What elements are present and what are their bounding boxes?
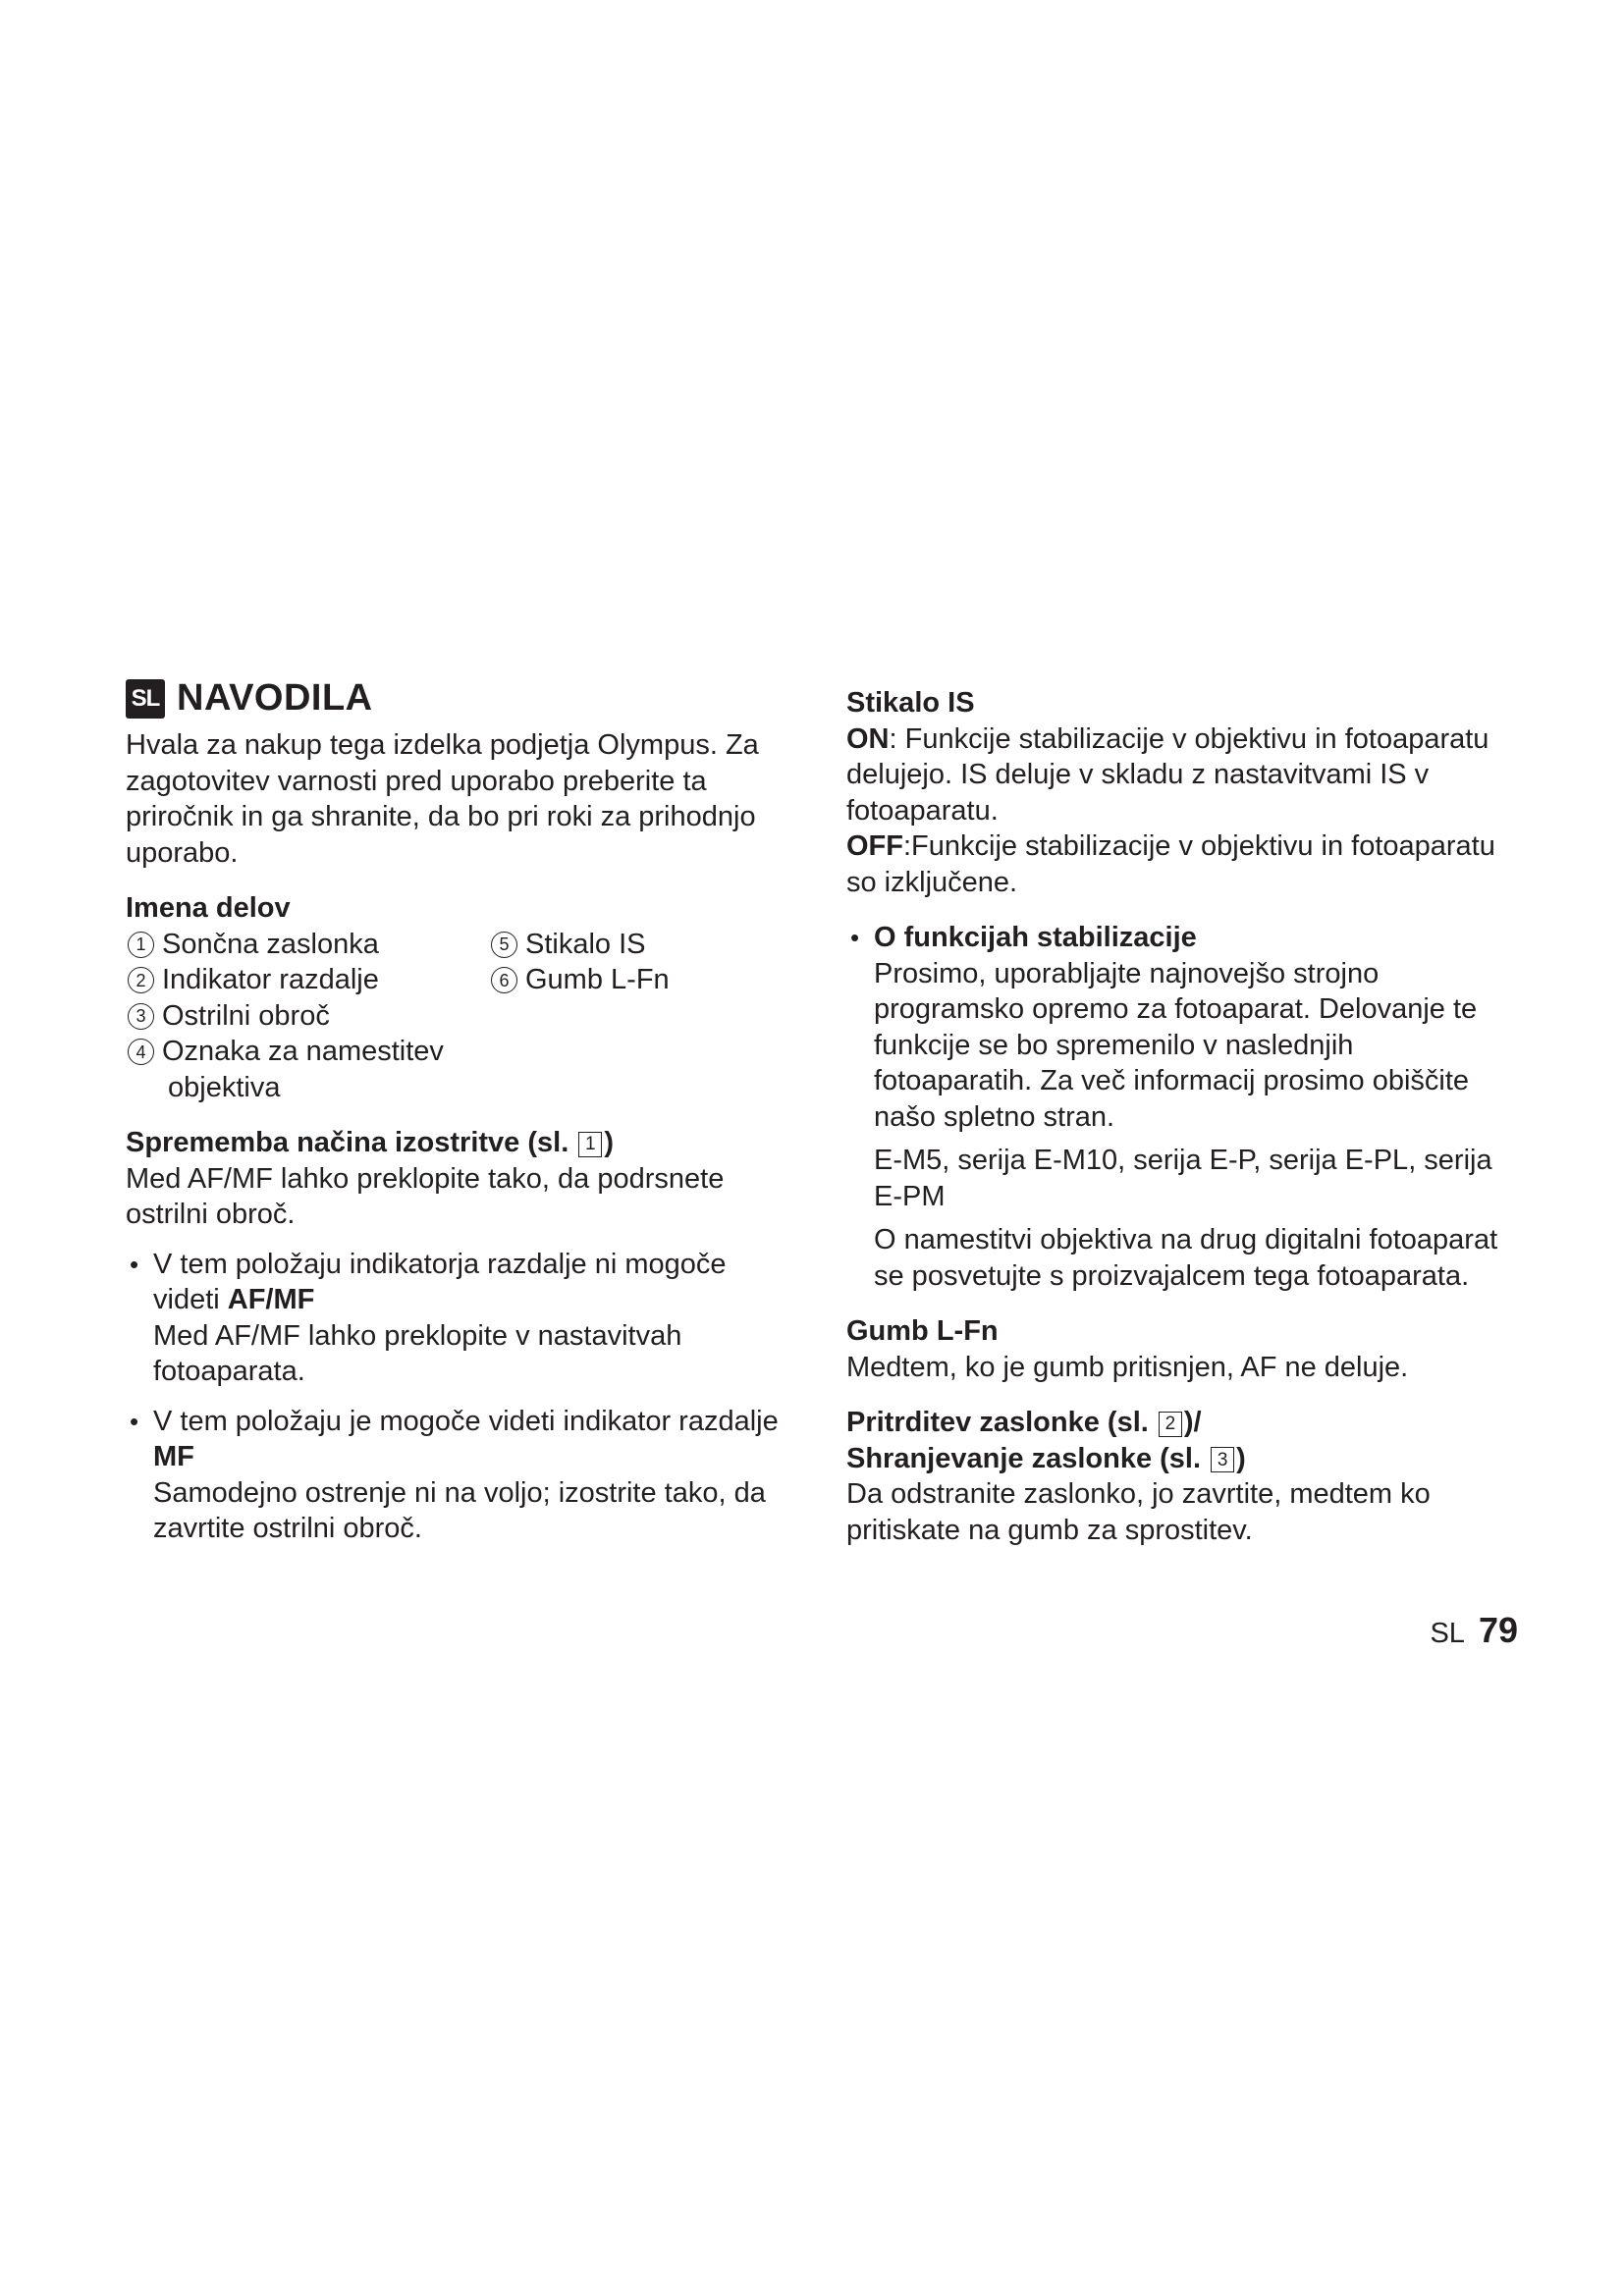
camera-models: E-M5, serija E-M10, serija E-P, serija E-PL, serija E-PM [874, 1145, 1492, 1212]
part-item [126, 927, 489, 963]
focus-bullet [126, 1404, 782, 1547]
is-off-row [846, 828, 1514, 900]
part-number: 5 [491, 932, 517, 958]
part-label: Ostrilni obroč [162, 999, 330, 1032]
language-badge: SL [126, 679, 165, 719]
figure-ref: 3 [1211, 1447, 1234, 1472]
hood-text: Da odstranite zaslonko, jo zavrtite, medtem ko pritiskate na gumb za sprostitev. [846, 1478, 1431, 1546]
is-off-text: :Funkcije stabilizacije v objektivu in fotoaparatu so izključene. [846, 830, 1495, 898]
is-switch-section [846, 685, 1514, 900]
lfn-heading: Gumb L-Fn [846, 1315, 999, 1347]
part-label: Indikator razdalje [162, 964, 379, 995]
part-number: 1 [128, 932, 154, 958]
focus-bullet-desc: Med AF/MF lahko preklopite v nastavitvah fotoaparata. [153, 1319, 682, 1387]
part-label: Stikalo IS [525, 928, 646, 960]
focus-bullet [126, 1247, 782, 1390]
stabilization-note: O namestitvi objektiva na drug digitalni fotoaparat se posvetujte s proizvajalcem tega fotoaparata. [874, 1224, 1498, 1292]
figure-ref: 1 [578, 1132, 602, 1157]
focus-bullet-desc: Samodejno ostrenje ni na voljo; izostrite tako, da zavrtite ostrilni obroč. [153, 1476, 766, 1544]
bullet-lead-text: V tem položaju je mogoče videti indikator razdalje [153, 1405, 779, 1437]
part-label-continuation: objektiva [168, 1071, 281, 1103]
page-number: 79 [1478, 1610, 1518, 1650]
footer-lang: SL [1430, 1618, 1465, 1649]
page-title: NAVODILA [177, 677, 373, 719]
hood-section [846, 1405, 1514, 1548]
right-column [846, 685, 1514, 1568]
part-item [126, 962, 489, 998]
hood-heading-text: Pritrditev zaslonke (sl. [846, 1407, 1149, 1438]
part-number: 2 [128, 967, 154, 993]
hood-heading-close: ) [1236, 1442, 1246, 1474]
page-footer [1430, 1610, 1518, 1651]
title-row [126, 677, 782, 720]
stabilization-text: Prosimo, uporabljajte najnovejšo strojno programsko opremo za fotoaparat. Delovanje te funkcije se bo spremenilo v naslednjih fotoaparatih. Za več informacij prosimo obiščite našo spletno stran. [874, 957, 1478, 1133]
bullet-mode: AF/MF [227, 1284, 315, 1315]
part-label: Oznaka za namestitev [162, 1036, 444, 1067]
part-item [126, 998, 784, 1035]
focus-heading-close: ) [604, 1127, 615, 1158]
part-number: 3 [128, 1003, 154, 1030]
focus-heading-text: Sprememba načina izostritve (sl. [126, 1127, 569, 1158]
part-item [489, 927, 784, 963]
is-off-term: OFF [846, 830, 903, 862]
part-number: 6 [491, 967, 517, 993]
figure-ref: 2 [1159, 1412, 1182, 1437]
part-label: Sončna zaslonka [162, 928, 379, 960]
stabilization-section [846, 920, 1514, 1294]
bullet-mode: MF [153, 1441, 194, 1472]
focus-section [126, 1125, 782, 1547]
left-column [126, 677, 782, 1567]
part-item [489, 962, 784, 998]
hood-heading-close: )/ [1183, 1407, 1202, 1438]
is-on-row [846, 721, 1514, 829]
hood-heading-attach [846, 1405, 1514, 1441]
intro-text: Hvala za nakup tega izdelka podjetja Olympus. Za zagotovitev varnosti pred uporabo preberite ta priročnik in ga shranite, da bo pri roki za prihodnjo uporabo. [126, 729, 759, 869]
is-on-term: ON [846, 722, 890, 755]
focus-heading [126, 1125, 782, 1161]
stabilization-heading: • O funkcijah stabilizacije [874, 922, 1197, 953]
focus-bullet-lead [153, 1404, 782, 1475]
focus-text: Med AF/MF lahko preklopite tako, da podrsnete ostrilni obroč. [126, 1162, 725, 1230]
parts-heading: Imena delov [126, 892, 291, 924]
is-on-text: : Funkcije stabilizacije v objektivu in fotoaparatu delujejo. IS deluje v skladu z nastavitvami IS v fotoaparatu. [846, 722, 1489, 827]
lfn-section [846, 1313, 1514, 1385]
hood-heading-store [846, 1441, 1514, 1477]
hood-heading-text: Shranjevanje zaslonke (sl. [846, 1442, 1202, 1474]
focus-bullet-lead [153, 1247, 782, 1318]
parts-section [126, 890, 782, 1105]
is-switch-heading: Stikalo IS [846, 687, 975, 719]
parts-list [126, 927, 782, 1106]
part-item [126, 1034, 784, 1070]
bullet-lead-text: V tem položaju indikatorja razdalje ni mogoče videti [153, 1248, 727, 1315]
part-label: Gumb L-Fn [525, 964, 670, 995]
lfn-text: Medtem, ko je gumb pritisnjen, AF ne deluje. [846, 1351, 1409, 1383]
part-number: 4 [128, 1039, 154, 1065]
